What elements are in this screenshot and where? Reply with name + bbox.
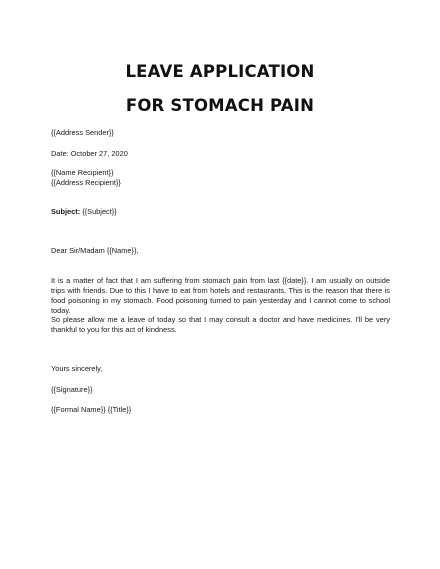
signature-placeholder: {{Signature}} bbox=[51, 385, 93, 394]
document-title-line-2: FOR STOMACH PAIN bbox=[125, 96, 315, 115]
recipient-name: {{Name Recipient}} bbox=[51, 168, 114, 177]
document-title-line-1: LEAVE APPLICATION bbox=[125, 62, 315, 81]
subject-line bbox=[51, 207, 117, 217]
recipient-address: {{Address Recipient}} bbox=[51, 178, 121, 187]
letter-date: Date: October 27, 2020 bbox=[51, 149, 128, 158]
subject-value: {{Subject}} bbox=[80, 207, 117, 216]
sender-address: {{Address Sender}} bbox=[51, 128, 114, 137]
subject-label: Subject: bbox=[51, 207, 81, 216]
body-paragraph-1: It is a matter of fact that I am suffering from stomach pain from last {{date}}. I am usually on outside trips with friends. Due to this I have to eat from hotels and restaurants. This is the reason that there is food poisoning in my stomach. Food poisoning turned to pain yesterday and I cannot come to school today. bbox=[51, 276, 390, 315]
body-paragraph-2: So please allow me a leave of today so that I may consult a doctor and have medicines. I'll be very thankful to you for this act of kindness. bbox=[51, 315, 390, 334]
formal-name-title: {{Formal Name}} {{Title}} bbox=[51, 405, 132, 414]
salutation: Dear Sir/Madam {{Name}}, bbox=[51, 246, 139, 255]
closing: Yours sincerely, bbox=[51, 364, 103, 373]
